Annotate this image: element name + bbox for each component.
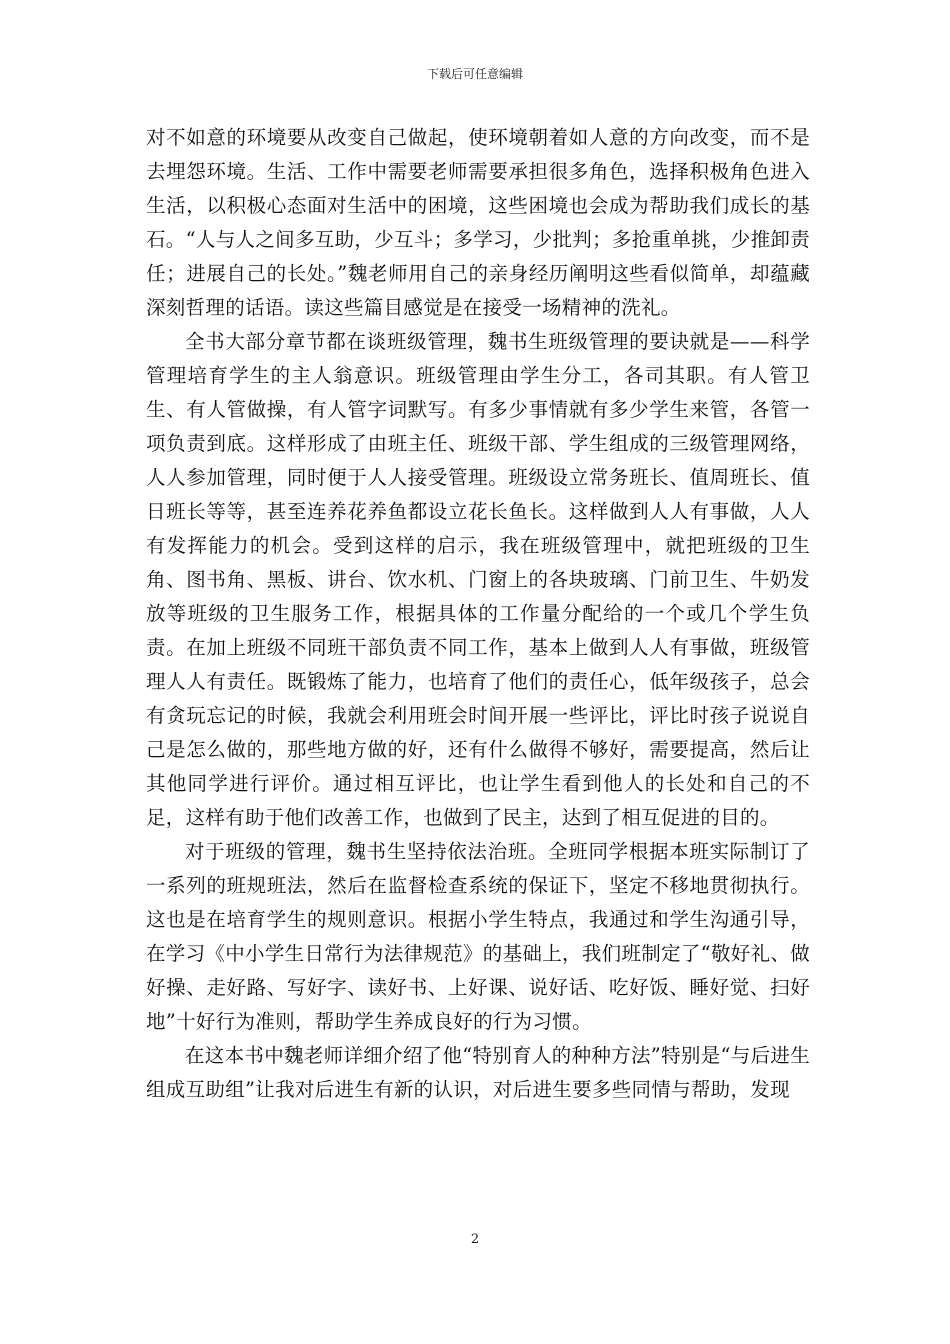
page-number: 2: [470, 1232, 480, 1247]
body-text: [146, 121, 810, 1107]
paragraph-2: 全书大部分章节都在谈班级管理，魏书生班级管理的要诀就是——科学管理培育学生的主人翁意识。班级管理由学生分工，各司其职。有人管卫生、有人管做操，有人管字词默写。有多少事情就有多少学生来管，各管一项负责到底。这样形成了由班主任、班级干部、学生组成的三级管理网络，人人参加管理，同时便于人人接受管理。班级设立常务班长、值周班长、值日班长等等，甚至连养花养鱼都设立花长鱼长。这样做到人人有事做，人人有发挥能力的机会。受到这样的启示，我在班级管理中，就把班级的卫生角、图书角、黑板、讲台、饮水机、门窗上的各块玻璃、门前卫生、牛奶发放等班级的卫生服务工作，根据具体的工作量分配给的一个或几个学生负责。在加上班级不同班干部负责不同工作，基本上做到人人有事做，班级管理人人有责任。既锻炼了能力，也培育了他们的责任心，低年级孩子，总会有贪玩忘记的时候，我就会利用班会时间开展一些评比，评比时孩子说说自己是怎么做的，那些地方做的好，还有什么做得不够好，需要提高，然后让其他同学进行评价。通过相互评比，也让学生看到他人的长处和自己的不足，这样有助于他们改善工作，也做到了民主，达到了相互促进的目的。: [146, 330, 810, 829]
paragraph-1: 对不如意的环境要从改变自己做起，使环境朝着如人意的方向改变，而不是去埋怨环境。生活、工作中需要老师需要承担很多角色，选择积极角色进入生活，以积极心态面对生活中的困境，这些困境也会成为帮助我们成长的基石。“人与人之间多互助，少互斗；多学习，少批判；多抢重单挑，少推卸责任；进展自己的长处。”魏老师用自己的亲身经历阐明这些看似简单，却蕴藏深刻哲理的话语。读这些篇目感觉是在接受一场精神的洗礼。: [146, 126, 810, 319]
paragraph-4: 在这本书中魏老师详细介绍了他“特别育人的种种方法”特别是“与后进生组成互助组”让我对后进生有新的认识，对后进生要多些同情与帮助，发现: [146, 1044, 810, 1101]
page-header: 下载后可任意编辑: [426, 67, 523, 81]
paragraph-3: 对于班级的管理，魏书生坚持依法治班。全班同学根据本班实际制订了一系列的班规班法，然后在监督检查系统的保证下，坚定不移地贯彻执行。这也是在培育学生的规则意识。根据小学生特点，我通过和学生沟通引导，在学习《中小学生日常行为法律规范》的基础上，我们班制定了“敬好礼、做好操、走好路、写好字、读好书、上好课、说好话、吃好饭、睡好觉、扫好地”十好行为准则，帮助学生养成良好的行为习惯。: [146, 840, 810, 1033]
